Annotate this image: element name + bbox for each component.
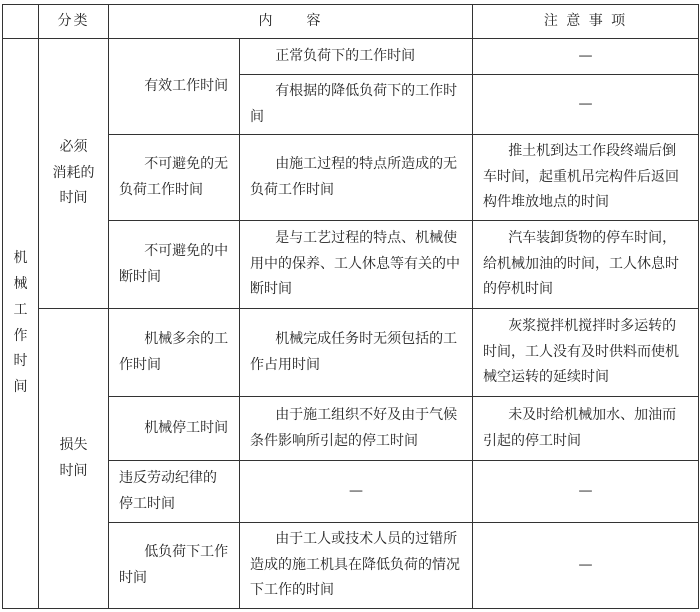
outer-label-char: 械 — [13, 275, 28, 292]
note-text: 推土机到达工作段终端后倒车时间，起重机吊完构件后返回构件堆放地点的时间 — [483, 142, 679, 211]
note-cell: — — [473, 39, 699, 75]
note-cell — [473, 221, 699, 309]
type-cell — [109, 221, 240, 309]
content-text: 有根据的降低负荷下的工作时间 — [250, 82, 458, 125]
type-cell — [109, 39, 240, 135]
outer-label-machine-work-time — [3, 39, 39, 609]
content-text: 正常负荷下的工作时间 — [275, 47, 416, 64]
header-content: 内 容 — [109, 5, 473, 39]
type-text: 机械多余的工作时间 — [119, 330, 229, 373]
type-cell — [109, 135, 240, 221]
note-cell: — — [473, 461, 699, 523]
category-line: 时间 — [59, 190, 88, 207]
content-text: 机械完成任务时无须包括的工作占用时间 — [250, 330, 458, 373]
table-row — [3, 39, 699, 75]
outer-label-char: 工 — [13, 301, 28, 318]
note-text: 未及时给机械加水、加油而引起的停工时间 — [483, 406, 677, 449]
note-cell — [473, 135, 699, 221]
note-text: 灰浆搅拌机搅拌时多运转的时间，工人没有及时供料而使机械空运转的延续时间 — [483, 317, 679, 386]
machine-work-time-table — [2, 4, 699, 609]
type-text: 不可避免的无负荷工作时间 — [119, 155, 229, 198]
content-text: 由于施工组织不好及由于气候条件影响所引起的停工时间 — [250, 406, 458, 449]
type-cell: 违反劳动纪律的停工时间 — [109, 461, 240, 523]
content-cell — [240, 39, 473, 75]
note-cell: — — [473, 75, 699, 135]
note-cell: — — [473, 523, 699, 609]
type-cell — [109, 397, 240, 461]
category-line: 必须 — [59, 138, 88, 155]
note-cell — [473, 397, 699, 461]
note-cell — [473, 309, 699, 397]
header-category: 分类 — [39, 5, 109, 39]
content-cell: — — [240, 461, 473, 523]
category-line: 损失 — [59, 436, 88, 453]
type-text: 不可避免的中断时间 — [119, 242, 229, 285]
category-lost-time — [39, 309, 109, 609]
outer-label-char: 作 — [13, 327, 28, 344]
category-line: 时间 — [59, 462, 88, 479]
header-notes: 注 意 事 项 — [473, 5, 699, 39]
content-text: 由施工过程的特点所造成的无负荷工作时间 — [250, 155, 458, 198]
content-text: 是与工艺过程的特点、机械使用中的保养、工人休息等有关的中断时间 — [250, 229, 460, 298]
type-text: 低负荷下工作时间 — [119, 543, 229, 586]
content-cell — [240, 309, 473, 397]
content-cell — [240, 523, 473, 609]
note-text: 汽车装卸货物的停车时间，给机械加油的时间，工人休息时的停机时间 — [483, 229, 679, 298]
category-line: 消耗的 — [52, 164, 95, 181]
table-row — [3, 309, 699, 397]
category-necessary-time — [39, 39, 109, 309]
content-cell — [240, 221, 473, 309]
content-cell — [240, 135, 473, 221]
type-text: 有效工作时间 — [144, 77, 229, 94]
header-blank-cell — [3, 5, 39, 39]
header-row — [3, 5, 699, 39]
content-text: 由于工人或技术人员的过错所造成的施工机具在降低负荷的情况下工作的时间 — [250, 530, 460, 599]
outer-label-char: 机 — [13, 249, 28, 266]
outer-label-char: 时 — [13, 353, 28, 370]
type-text: 机械停工时间 — [144, 419, 229, 436]
outer-label-char: 间 — [13, 379, 28, 396]
content-cell — [240, 75, 473, 135]
content-cell — [240, 397, 473, 461]
type-cell — [109, 523, 240, 609]
type-cell — [109, 309, 240, 397]
